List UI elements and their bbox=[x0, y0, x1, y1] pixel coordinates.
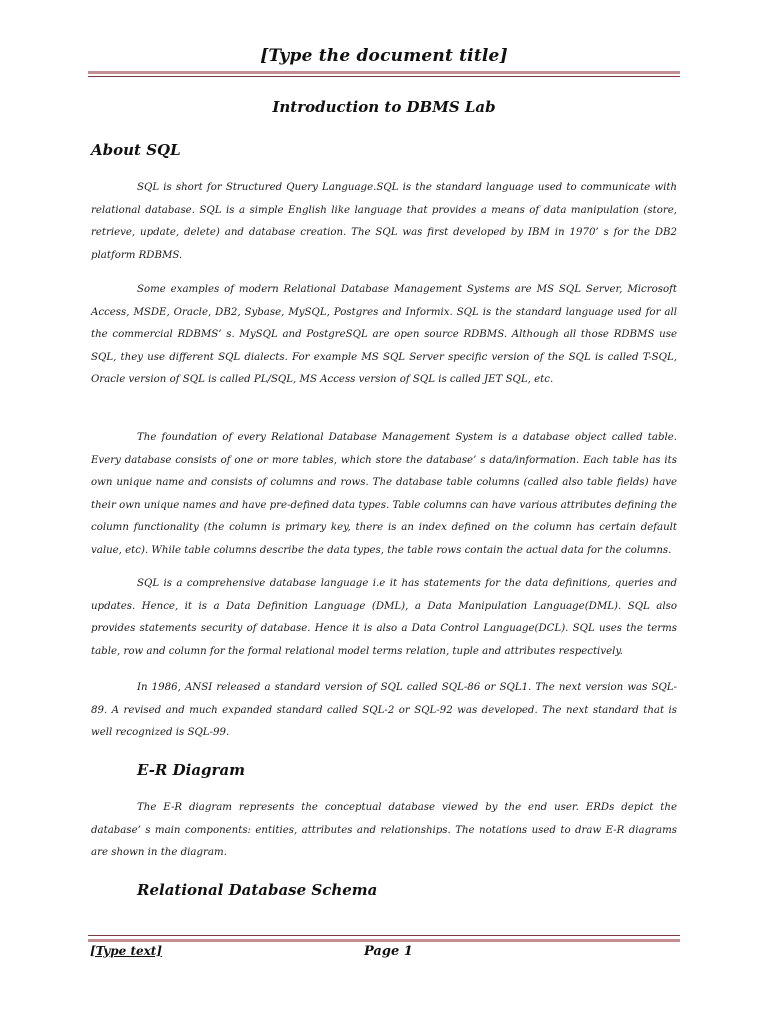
footer-rule-thin bbox=[88, 935, 680, 936]
paragraph-sql-comprehensive: SQL is a comprehensive database language i.e it has statements for the data definitions, queries and updates. Hence, it is a Data Definition Language (DML), a Data Manipulation Language(DML). SQL also provides statements security of database. Hence it is also a Data Control Language(DCL). SQL uses the terms table, row and column for the formal relational model terms relation, tuple and attributes respectively. bbox=[91, 578, 677, 657]
paragraph-sql-intro: SQL is short for Structured Query Language.SQL is the standard language used to communicate with relational database. SQL is a simple English like language that provides a means of data manipulation (store, retrieve, update, delete) and database creation. The SQL was first developed by IBM in 1970’ s for the DB2 platform RDBMS. bbox=[91, 182, 677, 261]
footer-text-placeholder[interactable]: [Type text] bbox=[90, 944, 163, 958]
section-heading-about-sql: About SQL bbox=[91, 141, 181, 159]
document-title-placeholder[interactable]: [Type the document title] bbox=[260, 46, 508, 66]
footer-page-number: Page 1 bbox=[364, 944, 413, 959]
paragraph-sql-history: In 1986, ANSI released a standard version of SQL called SQL-86 or SQL1. The next version was SQL-89. A revised and much expanded standard called SQL-2 or SQL-92 was developed. The next standard that is well recognized is SQL-99. bbox=[91, 682, 677, 739]
paragraph-er-diagram: The E-R diagram represents the conceptual database viewed by the end user. ERDs depict the database’ s main components: entities, attributes and relationships. The notations used to draw E-R diagrams are shown in the diagram. bbox=[91, 802, 677, 859]
footer-rule-thick bbox=[88, 939, 680, 942]
paragraph-rdbms-examples: Some examples of modern Relational Database Management Systems are MS SQL Server, Microsoft Access, MSDE, Oracle, DB2, Sybase, MySQL, Postgres and Informix. SQL is the standard language used for all the commercial RDBMS’ s. MySQL and PostgreSQL are open source RDBMS. Although all those RDBMS use SQL, they use different SQL dialects. For example MS SQL Server specific version of the SQL is called T-SQL, Oracle version of SQL is called PL/SQL, MS Access version of SQL is called JET SQL, etc. bbox=[91, 284, 677, 386]
section-heading-relational-schema: Relational Database Schema bbox=[137, 881, 378, 899]
document-heading: Introduction to DBMS Lab bbox=[272, 98, 496, 116]
header-rule-thick bbox=[88, 71, 680, 74]
header-rule-thin bbox=[88, 76, 680, 77]
section-heading-er-diagram: E-R Diagram bbox=[137, 761, 246, 779]
paragraph-table-foundation: The foundation of every Relational Database Management System is a database object called table. Every database consists of one or more tables, which store the database’ s data/information. Each table has its own unique name and consists of columns and rows. The database table columns (called also table fields) have their own unique names and have pre-defined data types. Table columns can have various attributes defining the column functionality (the column is primary key, there is an index defined on the column has certain default value, etc). While table columns describe the data types, the table rows contain the actual data for the columns. bbox=[91, 432, 677, 556]
